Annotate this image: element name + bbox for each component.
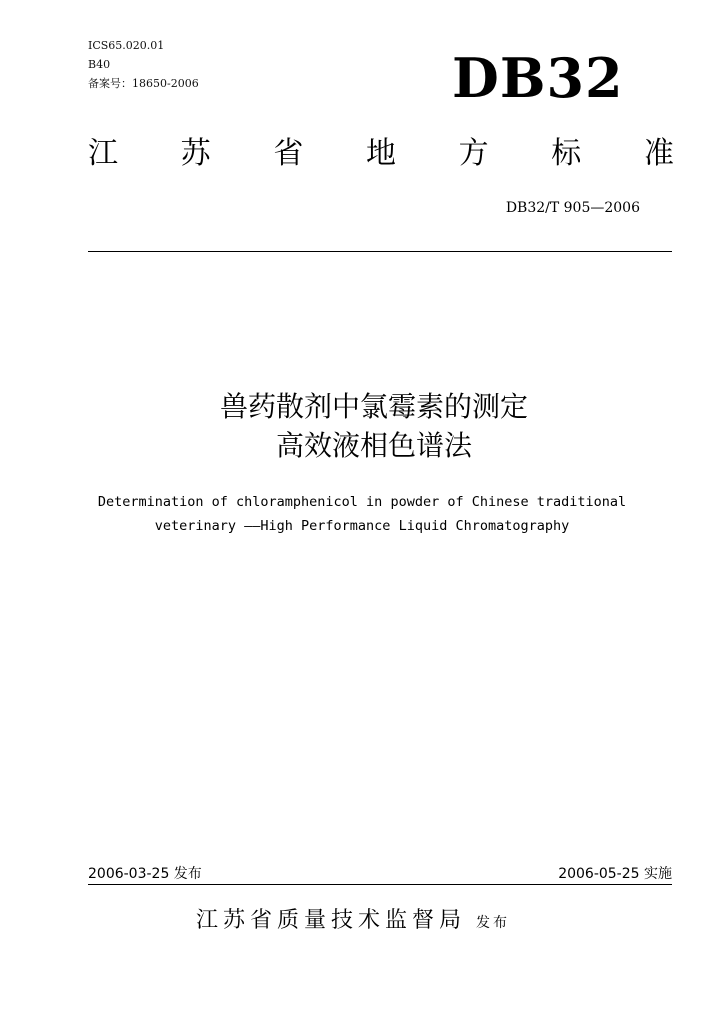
title-en-line2: veterinary ——High Performance Liquid Chromatography	[154, 518, 570, 534]
issue-date: 2006-03-25 发布	[88, 866, 202, 882]
record-number: 备案号：18650-2006	[88, 77, 199, 90]
category-code: B40	[88, 58, 111, 71]
ics-code: ICS65.020.01	[88, 39, 165, 52]
issuer-name: 江苏省质量技术监督局	[196, 908, 467, 933]
standard-type-char: 地	[365, 136, 396, 171]
bottom-divider	[88, 884, 672, 885]
issuer	[196, 906, 510, 936]
date-row	[88, 864, 672, 884]
issuer-suffix: 发布	[476, 915, 511, 931]
standard-type-char: 省	[273, 136, 304, 171]
title-cn-line2: 高效液相色谱法	[275, 429, 472, 462]
standard-type-char: 标	[551, 136, 582, 171]
title-cn-line1: 兽药散剂中氯霉素的测定	[219, 390, 528, 423]
standard-type-char: 方	[458, 136, 489, 171]
standard-number: DB32/T 905—2006	[505, 200, 640, 216]
standard-meta	[88, 36, 199, 93]
standard-type-char: 苏	[180, 136, 211, 171]
effective-date: 2006-05-25 实施	[558, 866, 672, 882]
standard-type-char: 准	[643, 136, 674, 171]
standard-type-heading	[88, 136, 674, 172]
db32-logo: DB32	[452, 46, 624, 110]
standard-type-char: 江	[88, 136, 118, 171]
title-en-line1: Determination of chloramphenicol in powder of Chinese traditional	[97, 494, 627, 510]
top-divider	[88, 251, 672, 252]
